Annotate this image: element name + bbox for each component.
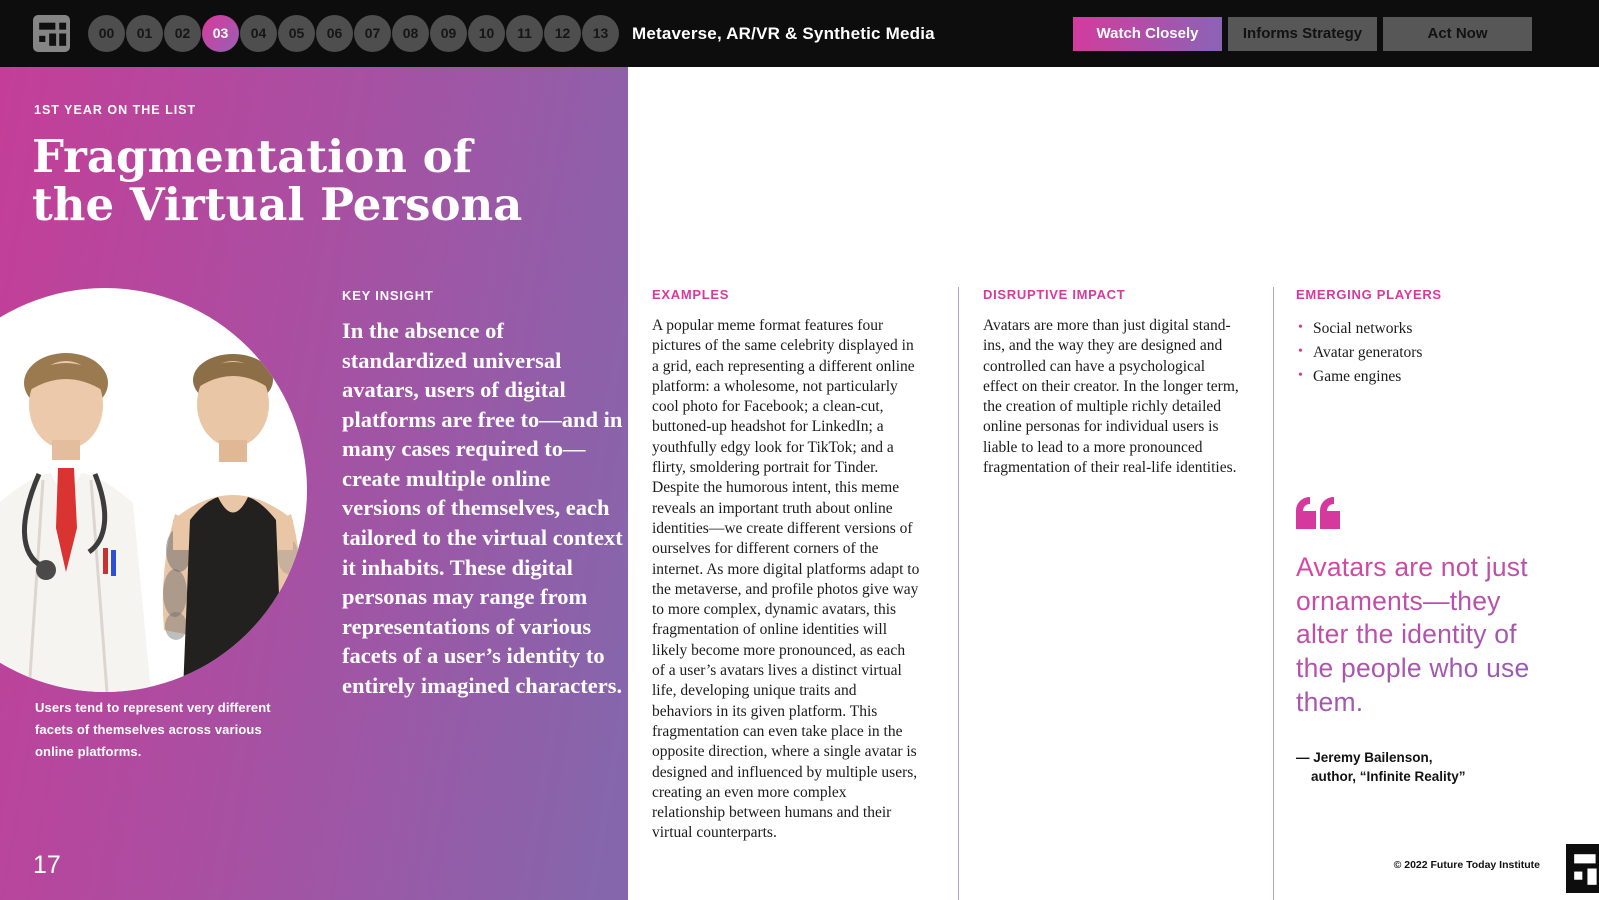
chapter-button[interactable]: 02 <box>164 15 201 52</box>
key-insight-body: In the absence of standardized universal avatars, users of digital platforms are free to—and in many cases required to—create multiple online versions of themselves, each tailored to the virtual context it inhabits. These digital personas may range from representations of various facets of a user’s identity to entirely imagined characters. <box>342 318 623 698</box>
emerging-players-column <box>1273 287 1599 900</box>
quote-attribution <box>1296 749 1534 787</box>
top-nav-bar <box>0 0 1599 67</box>
chapter-button[interactable]: 05 <box>278 15 315 52</box>
chapter-button[interactable]: 09 <box>430 15 467 52</box>
chapter-button[interactable]: 10 <box>468 15 505 52</box>
chapter-button[interactable]: 08 <box>392 15 429 52</box>
examples-body: A popular meme format features four pictures of the same celebrity displayed in a grid, each representing a different online platform: a wholesome, not particularly cool photo for Facebook; a clean-cut, buttoned-up headshot for LinkedIn; a youthfully edgy look for TikTok; and a flirty, smoldering portrait for Tinder. Despite the humorous intent, this meme reveals an important truth about online identities—we create different versions of ourselves for different corners of the internet. As more digital platforms adapt to the metaverse, and profile photos give way to more complex, dynamic avatars, this fragmentation of online identities will likely become more pronounced, as each of a user’s avatars lives a distinct virtual life, developing unique traits and behaviors in its given platform. This fragmentation can even take place in the opposite direction, where a single avatar is designed and influenced by multiple users, creating an even more complex relationship between humans and their virtual counterparts. <box>652 317 920 842</box>
chapter-button[interactable]: 00 <box>88 15 125 52</box>
examples-column <box>628 287 958 900</box>
page-number: 17 <box>33 851 61 879</box>
list-item: • Avatar generators <box>1296 341 1534 365</box>
disruptive-impact-body: Avatars are more than just digital stand-ins, and the way they are designed and controlled can have a psychological effect on their creator. In the longer term, the creation of multiple richly detailed online personas for individual users is liable to lead to a more pronounced fragmentation of their real-life identities. <box>983 317 1239 477</box>
quote-author-role: author, “Infinite Reality” <box>1311 769 1466 785</box>
key-insight-heading: KEY INSIGHT <box>342 288 434 303</box>
category-button[interactable]: Act Now <box>1383 17 1532 51</box>
fti-footer-logo-icon <box>1566 844 1599 893</box>
chapter-button[interactable]: 06 <box>316 15 353 52</box>
section-title: Metaverse, AR/VR & Synthetic Media <box>632 23 935 43</box>
chapter-button[interactable]: 03 <box>202 15 239 52</box>
chapter-button[interactable]: 12 <box>544 15 581 52</box>
hero-panel <box>0 67 628 900</box>
examples-heading: EXAMPLES <box>652 287 730 302</box>
disruptive-impact-column <box>958 287 1273 900</box>
chapter-button[interactable]: 04 <box>240 15 277 52</box>
chapter-button[interactable]: 11 <box>506 15 543 52</box>
chapter-nav <box>88 15 620 52</box>
disruptive-impact-heading: DISRUPTIVE IMPACT <box>983 287 1126 302</box>
chapter-button[interactable]: 13 <box>582 15 619 52</box>
category-button[interactable]: Informs Strategy <box>1228 17 1377 51</box>
emerging-players-heading: EMERGING PLAYERS <box>1296 287 1442 302</box>
photo-caption: Users tend to represent very different facets of themselves across various online platforms. <box>35 700 271 760</box>
emerging-players-list <box>1296 317 1534 389</box>
quote-author: — Jeremy Bailenson, <box>1296 750 1433 766</box>
photo-illustration <box>0 288 307 692</box>
copyright-text: © 2022 Future Today Institute <box>1393 859 1540 871</box>
key-insight-section <box>342 288 628 701</box>
category-button[interactable]: Watch Closely <box>1073 17 1222 51</box>
pull-quote <box>1296 497 1534 787</box>
category-actions <box>1073 17 1532 51</box>
list-item: • Game engines <box>1296 365 1534 389</box>
eyebrow-label: 1ST YEAR ON THE LIST <box>34 103 197 117</box>
page-title: Fragmentation of the Virtual Persona <box>32 130 523 232</box>
list-item: • Social networks <box>1296 317 1534 341</box>
persona-photo <box>0 288 307 692</box>
chapter-button[interactable]: 01 <box>126 15 163 52</box>
main-content <box>628 67 1599 900</box>
fti-logo-icon[interactable] <box>33 15 70 52</box>
quote-text: Avatars are not just ornaments—they alter the identity of the people who use them. <box>1296 551 1534 719</box>
chapter-button[interactable]: 07 <box>354 15 391 52</box>
quote-icon <box>1296 497 1342 529</box>
